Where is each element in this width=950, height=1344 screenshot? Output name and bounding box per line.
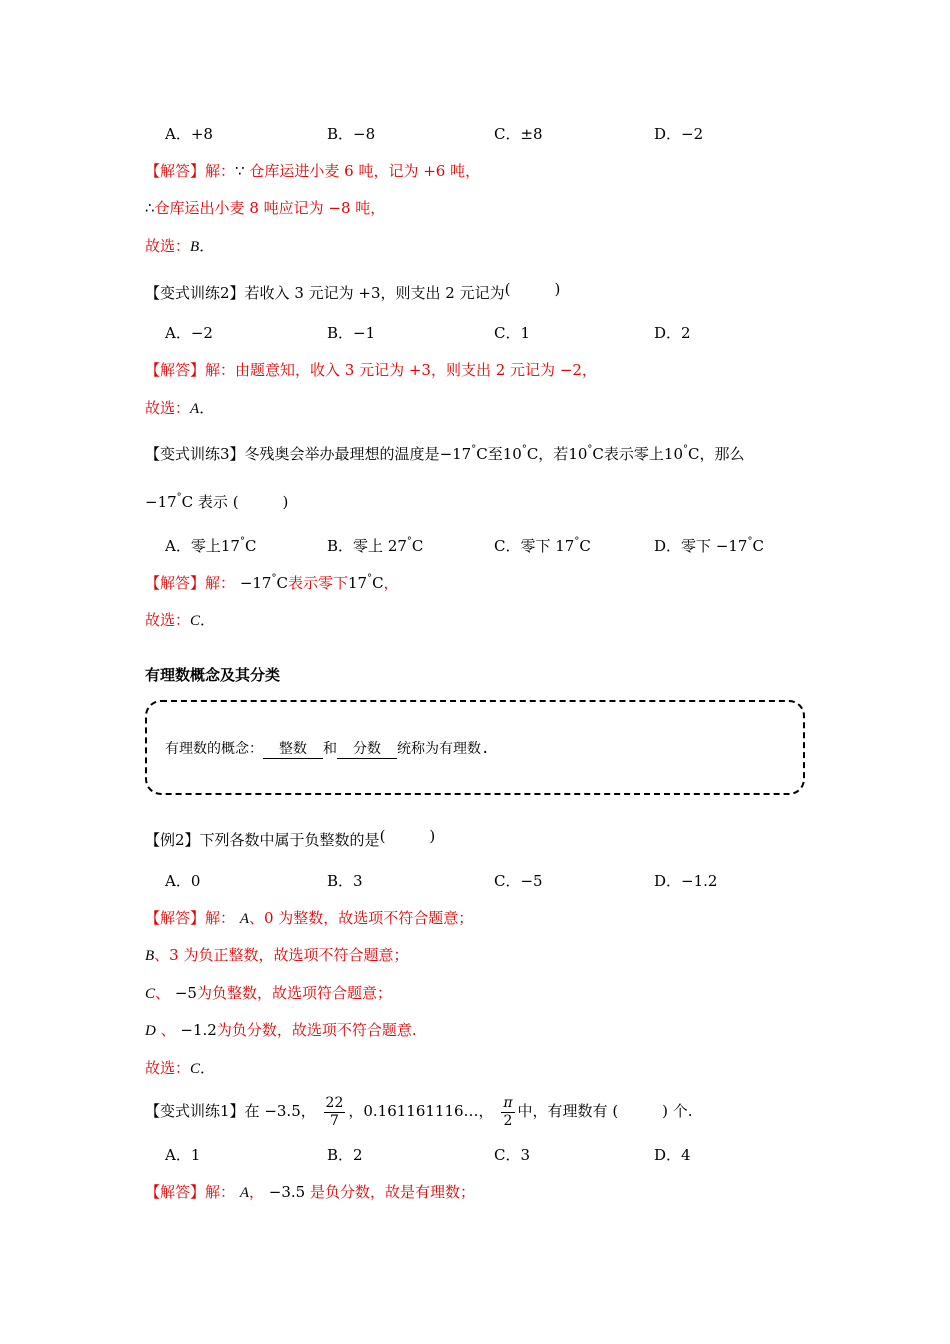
answer-line: [145, 573, 399, 593]
question-text: 若收入 3 元记为 +3，则支出 2 元记为: [244, 284, 505, 302]
answer-text: 解：: [205, 574, 236, 592]
option-d: D．−2: [654, 125, 704, 143]
question-text: ，若: [538, 445, 569, 463]
question-line: [145, 444, 745, 464]
blank-fraction: 分数: [337, 738, 397, 759]
question-text: ，0.161161116…，: [348, 1102, 494, 1120]
question-line: [145, 280, 561, 303]
paren-open: (: [379, 827, 386, 845]
temperature: 10°C: [663, 444, 700, 463]
paren-open: (: [504, 280, 511, 298]
paren-close: ): [282, 493, 289, 511]
temperature: −17°C: [439, 444, 488, 463]
answer-text: 、3 为负正整数，故选项不符合题意；: [154, 946, 409, 964]
temperature: 10°C: [568, 444, 604, 463]
fraction: $\frac{\pi}{2}$: [503, 1094, 513, 1129]
temperature: 17°C: [347, 573, 384, 592]
answer-text: 仓库运出小麦 8 吨应记为 −8 吨，: [154, 199, 386, 217]
answer-text: 解：由题意知，收入 3 元记为 +3，则支出 2 元记为 −2，: [205, 361, 597, 379]
answer-line: [145, 161, 480, 181]
question-tag: 【变式训练2】: [145, 284, 245, 302]
option-letter: B: [145, 948, 155, 964]
answer-line: [145, 983, 392, 1004]
answer-tag: 【解答】: [145, 574, 206, 592]
temperature: −17°C: [145, 492, 194, 511]
option-letter: A: [239, 911, 249, 927]
choose-line: [145, 610, 215, 631]
concept-and: 和: [323, 741, 337, 757]
answer-number: −1.2: [180, 1021, 217, 1039]
answer-line: [145, 908, 473, 929]
answer-text: 是负分数，故是有理数；: [310, 1183, 476, 1201]
blank-integer: 整数: [263, 738, 323, 759]
concept-box: [145, 700, 805, 795]
answer-text: 表示零下: [287, 574, 348, 592]
period: ．: [200, 611, 216, 629]
question-text: 表示 (: [197, 493, 239, 511]
answer-text: 、0 为整数，故选项不符合题意；: [248, 909, 474, 927]
answer-tag: 【解答】: [145, 1183, 206, 1201]
option-b: B．3: [327, 872, 363, 890]
answer-text: 解：: [205, 909, 236, 927]
choose-value: C: [190, 1061, 201, 1077]
answer-number: −5: [174, 984, 197, 1002]
answer-text: ，: [248, 1183, 264, 1201]
option-letter: C: [145, 986, 156, 1002]
answer-text: 、: [160, 1021, 176, 1039]
question-text: ，那么: [699, 445, 745, 463]
question-text: 在 −3.5，: [244, 1102, 316, 1120]
concept-suffix: 统称为有理数.: [397, 741, 490, 757]
question-line: [145, 1093, 693, 1130]
choose-label: 故选：: [145, 611, 191, 629]
answer-line: [145, 1182, 475, 1203]
option-b: B．−1: [327, 324, 376, 342]
choose-value: C: [190, 613, 201, 629]
question-text: 冬残奥会举办最理想的温度是: [244, 445, 440, 463]
temperature: 10°C: [502, 444, 539, 463]
question-tag: 【变式训练3】: [145, 445, 245, 463]
answer-text: 仓库运进小麦 6 吨，记为 +6 吨，: [249, 162, 481, 180]
paren-close: ): [429, 827, 436, 845]
question-text: 下列各数中属于负整数的是: [199, 831, 380, 849]
paren-close: ): [554, 280, 561, 298]
option-a: A．−2: [165, 324, 213, 342]
question-line: [145, 492, 288, 512]
option-a: A．+8: [165, 125, 213, 143]
option-b: B．−8: [327, 125, 376, 143]
choose-value: A: [190, 401, 200, 417]
option-a: A．零上17°C: [165, 536, 257, 555]
choose-label: 故选：: [145, 237, 191, 255]
answer-text: 解：: [205, 162, 236, 180]
option-c: C．3: [494, 1146, 531, 1164]
fraction: $\frac{22}{7}$: [325, 1094, 344, 1129]
therefore-symbol: ∴: [145, 199, 155, 217]
option-b: B．零上 27°C: [327, 536, 424, 555]
choose-line: [145, 1058, 215, 1079]
because-symbol: ∵: [235, 162, 245, 180]
option-c: C．1: [494, 324, 531, 342]
choose-label: 故选：: [145, 399, 191, 417]
concept-text: [165, 738, 489, 759]
question-text: 中，有理数有 (: [517, 1102, 619, 1120]
period: ．: [199, 237, 215, 255]
answer-text: 解：: [205, 1183, 236, 1201]
option-letter: D: [145, 1023, 156, 1039]
question-tag: 【例2】: [145, 831, 200, 849]
option-d: D．4: [654, 1146, 691, 1164]
question-line: [145, 827, 436, 850]
answer-line: [145, 198, 385, 218]
question-text: ) 个.: [662, 1102, 693, 1120]
answer-tag: 【解答】: [145, 361, 206, 379]
temperature: −17°C: [239, 573, 288, 592]
option-d: D．2: [654, 324, 691, 342]
option-letter: A: [239, 1185, 249, 1201]
answer-line: [145, 1020, 417, 1041]
option-d: D．零下 −17°C: [654, 536, 764, 555]
choose-line: [145, 236, 214, 257]
period: ．: [200, 1059, 216, 1077]
option-a: A．1: [165, 1146, 201, 1164]
option-b: B．2: [327, 1146, 363, 1164]
period: ．: [199, 399, 215, 417]
choose-value: B: [190, 239, 200, 255]
answer-tag: 【解答】: [145, 909, 206, 927]
answer-text: ，: [383, 574, 399, 592]
answer-line: [145, 945, 409, 966]
option-d: D．−1.2: [654, 872, 718, 890]
option-c: C．零下 17°C: [494, 536, 591, 555]
option-c: C．±8: [494, 125, 543, 143]
choose-label: 故选：: [145, 1059, 191, 1077]
answer-line: [145, 360, 597, 380]
answer-tag: 【解答】: [145, 162, 206, 180]
option-c: C．−5: [494, 872, 543, 890]
section-heading: 有理数概念及其分类: [145, 666, 281, 684]
answer-number: −3.5: [268, 1183, 306, 1201]
question-text: 表示零上: [603, 445, 664, 463]
option-a: A．0: [165, 872, 201, 890]
choose-line: [145, 398, 214, 419]
question-tag: 【变式训练1】: [145, 1102, 245, 1120]
concept-prefix: 有理数的概念：: [165, 741, 263, 757]
answer-text: 、: [155, 984, 171, 1002]
answer-text: 为负分数，故选项不符合题意.: [216, 1021, 417, 1039]
answer-text: 为负整数，故选项符合题意；: [196, 984, 392, 1002]
question-text: 至: [487, 445, 503, 463]
